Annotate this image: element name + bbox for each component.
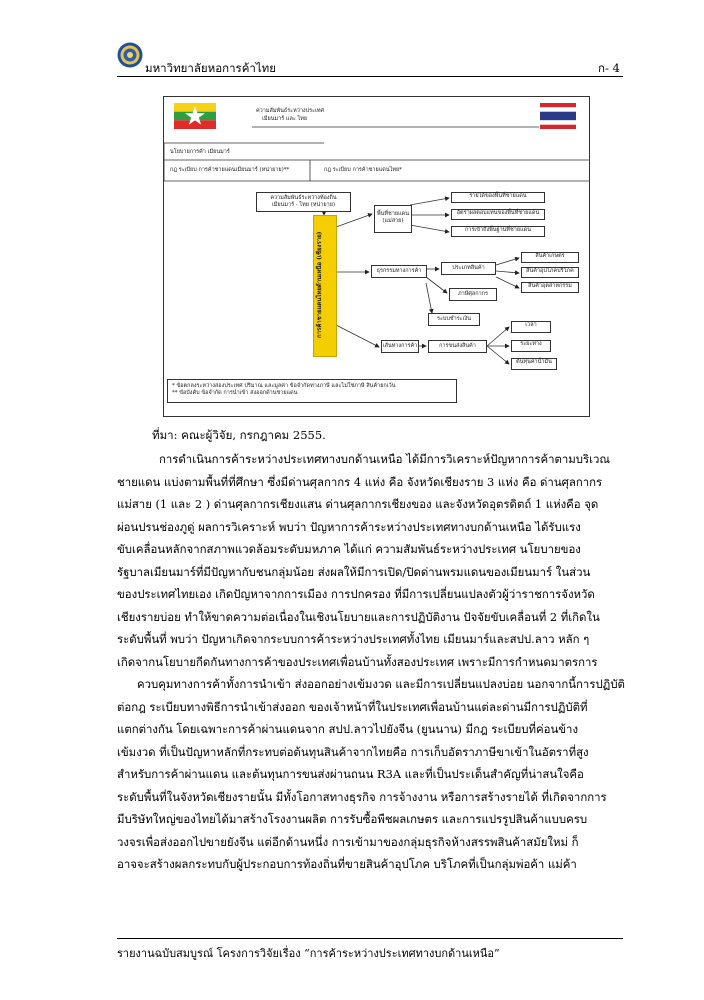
business-box	[371, 265, 427, 278]
product-item-2: สินค้าอุปโภคบริโภค	[526, 268, 574, 274]
relations-title-line-2: เมียนมาร์ และ ไทย	[262, 116, 308, 122]
university-name: มหาวิทยาลัยหอการค้าไทย	[145, 61, 276, 75]
report-footer: รายงานฉบับสมบูรณ์ โครงการวิจัยเรื่อง “การค้าระหว่างประเทศทางบกด้านเหนือ”	[117, 947, 500, 960]
law-myanmar-label: กฎ ระเบียบ การค้าชายแดนเมียนมาร์ (หน่ายาย)**	[170, 167, 290, 173]
transport-item-3: ต้นทุนค่าน้ำมัน	[516, 359, 552, 365]
area-item-box-1	[451, 192, 545, 203]
route-box	[381, 340, 419, 353]
body-line: เกิดจากนโยบายกีดกันทางการค้าของประเทศเพื่อนบ้านทั้งสองประเทศ เพราะมีการกำหนดมาตรการ	[117, 654, 598, 669]
body-line: แม่สาย (1 และ 2 ) ด่านศุลกากรเชียงแสน ด่านศุลกากรเชียงของ และจังหวัดอุตรดิตถ์ 1 แห่งคือ จุด	[117, 497, 599, 511]
payment-label: ระบบชำระเงิน	[437, 316, 471, 322]
body-line: ระดับพื้นที่ในจังหวัดเชียงรายนั้น มีทั้งโอกาสทางธุรกิจ การจ้างงาน หรือการสร้างรายได้ ที่เกิดจากการ	[117, 789, 607, 804]
transport-box	[428, 340, 487, 353]
figure-source-caption: ที่มา: คณะผู้วิจัย, กรกฎาคม 2555.	[152, 428, 326, 442]
body-line: ชายแดน แบ่งตามพื้นที่ที่ศึกษา ซึ่งมีด่านศุลกากร 4 แห่ง คือ จังหวัดเชียงราย 3 แห่ง คือ ด่านศุลกากร	[117, 474, 603, 489]
area-item-box-3	[451, 226, 545, 237]
area-item-2: อัตราผลตอบแทนของพื้นที่ชายแดน	[456, 210, 540, 216]
body-line: มีบริษัทใหญ่ของไทยได้มาสร้างโรงงานผลิต การรับซื้อพืชผลเกษตร และการแปรรูปสินค้าแบบครบ	[117, 812, 588, 826]
transport-item-box-1	[511, 321, 551, 333]
body-line: ต่อกฎ ระเบียบทางพิธีการนำเข้าส่งออก ของเจ้าหน้าที่ในประเทศเพื่อนบ้านแต่ละด่านมีการปฏิบัติที่	[117, 699, 588, 714]
product-type-box	[441, 262, 496, 275]
route-label: เส้นทางการค้า	[382, 343, 418, 349]
note-2: ** ข้อบังคับ ข้อจำกัด การนำเข้า ส่งออกด้านชายแดน	[172, 390, 298, 396]
trade-area-line-1: พื้นที่ชายแดน	[377, 211, 409, 217]
body-line: เข้มงวด ที่เป็นปัญหาหลักที่กระทบต่อต้นทุนสินค้าจากไทยคือ การเก็บอัตราภาษีขาเข้าในอัตราที่สูง	[117, 744, 589, 759]
product-item-box-3	[521, 282, 579, 293]
transport-item-2: ระยะทาง	[520, 341, 542, 347]
local-relations-line-2: เมียนมาร์ - ไทย (หน่ายาย)	[271, 202, 336, 208]
body-line: ผ่อนปรนช่องภูดู่ ผลการวิเคราะห์ พบว่า ปัญหาการค้าระหว่างประเทศทางบกด้านเหนือ ได้รับแรง	[117, 519, 581, 534]
trade-area-box	[374, 205, 412, 233]
page-number: ก- 4	[598, 61, 620, 75]
transport-label: การขนส่งสินค้า	[439, 343, 476, 349]
local-relations-box	[256, 192, 351, 212]
body-line: ควบคุมทางการค้าทั้งการนำเข้า ส่งออกอย่างเข้มงวด และมีการเปลี่ยนแปลงบ่อย นอกจากนี้การปฏิบัติ	[137, 677, 625, 691]
policy-myanmar-label: นโยบายการค้า เมียนมาร์	[170, 149, 230, 155]
area-item-1: รายได้ของพื้นที่ชายแดน	[469, 193, 527, 199]
body-line: ของประเทศไทยเอง เกิดปัญหาจากการเมือง การปกครอง ที่มีการเปลี่ยนแปลงตัวผู้ว่าราชการจังหวัด	[117, 587, 595, 601]
relations-title-line-1: ความสัมพันธ์ระหว่างประเทศ	[256, 108, 324, 114]
footer-divider	[117, 938, 623, 939]
body-line: การดำเนินการค้าระหว่างประเทศทางบกด้านเหนือ ได้มีการวิเคราะห์ปัญหาการค้าตามบริเวณ	[159, 452, 610, 466]
trade-framework-diagram	[163, 96, 590, 417]
header-divider	[117, 76, 623, 77]
body-line: รัฐบาลเมียนมาร์ที่มีปัญหากับชนกลุ่มน้อย ส่งผลให้มีการเปิด/ปิดด่านพรมแดนของเมียนมาร์ ในส่วน	[117, 564, 591, 579]
law-thailand-label: กฎ ระเบียบ การค้าชายแดนไทย*	[324, 167, 402, 173]
transport-item-1: เวลา	[525, 322, 537, 328]
body-line: แตกต่างกัน โดยเฉพาะการค้าผ่านแดนจาก สปป.ลาวไปยังจีน (ยูนนาน) มีกฎ ระเบียบที่ค่อนข้าง	[117, 722, 579, 736]
transport-item-box-3	[511, 358, 557, 370]
product-item-box-1	[521, 252, 579, 263]
notes-box	[167, 379, 457, 403]
tax-box	[449, 288, 497, 301]
product-item-box-2	[521, 267, 579, 278]
tax-label: ภาษีศุลกากร	[458, 291, 488, 297]
product-item-1: สินค้าเกษตร	[535, 253, 565, 259]
area-item-3: การเข้าถึงพื้นฐานที่ชายแดน	[465, 227, 531, 233]
product-type-label: ประเภทสินค้า	[452, 265, 485, 271]
body-line: อาจจะสร้างผลกระทบกับผู้ประกอบการท้องถิ่นที่ขายสินค้าอุปโภค บริโภคที่เป็นกลุ่มพ่อค้า แม่ค้า	[117, 857, 577, 871]
area-item-box-2	[451, 209, 545, 220]
payment-box	[428, 313, 480, 326]
business-label: ธุรกรรมทางการค้า	[376, 268, 422, 274]
local-relations-line-1: ความสัมพันธ์ระหว่างท้องถิ่น	[270, 195, 337, 201]
body-paragraph	[117, 448, 625, 876]
body-line: ขับเคลื่อนหลักจากสภาพแวดล้อมระดับมหภาค ได้แก่ ความสัมพันธ์ระหว่างประเทศ นโยบายของ	[117, 542, 581, 556]
central-trade-label: การค้าชายแดนไทยด้านเหนือ (เชียงราย)	[316, 231, 323, 339]
body-line: ระดับพื้นที่ พบว่า ปัญหาเกิดจากระบบการค้าระหว่างประเทศทั้งไทย เมียนมาร์และสปป.ลาว หลัก ๆ	[117, 632, 590, 646]
note-1: * ข้อตกลงระหว่างสองประเทศ ปริมาณ และมูลค่า ข้อจำกัดทางภาษี และไม่ใช่ภาษี สินค้ายกเว้น	[172, 383, 396, 389]
trade-area-line-2: (แม่สาย)	[382, 218, 404, 224]
university-seal-logo	[117, 42, 143, 68]
body-line: วงจรเพื่อส่งออกไปขายยังจีน แต่อีกด้านหนึ่ง การเข้ามาของกลุ่มธุรกิจห้างสรรพสินค้าสมัยใหม่ ก็	[117, 834, 579, 849]
product-item-3: สินค้าอุตสาหกรรม	[528, 283, 572, 289]
transport-item-box-2	[511, 340, 551, 352]
body-line: สำหรับการค้าผ่านแดน และต้นทุนการขนส่งผ่านถนน R3A และที่เป็นประเด็นสำคัญที่น่าสนใจคือ	[117, 767, 584, 781]
body-line: เชียงรายบ่อย ทำให้ขาดความต่อเนื่องในเชิงนโยบายและการปฏิบัติงาน ปัจจัยขับเคลื่อนที่ 2 ที่เกิดใน	[117, 609, 600, 624]
